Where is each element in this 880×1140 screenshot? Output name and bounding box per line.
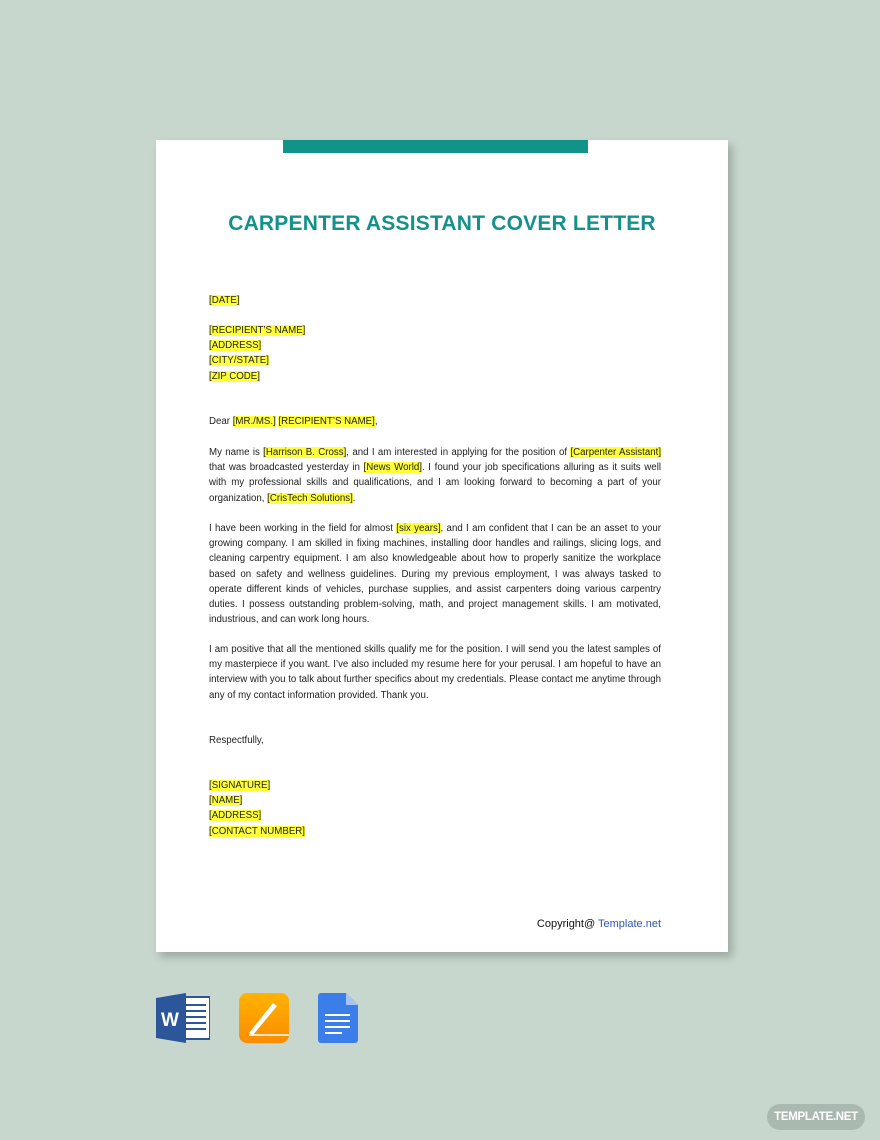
text: . bbox=[352, 492, 356, 504]
date-placeholder: [DATE] bbox=[209, 295, 240, 306]
paragraph-1 bbox=[209, 445, 661, 506]
paragraph-2 bbox=[209, 521, 661, 627]
salutation-name: [RECIPIENT’S NAME] bbox=[278, 416, 375, 427]
closing: Respectfully, bbox=[209, 735, 264, 746]
sender-contact: [CONTACT NUMBER] bbox=[209, 825, 305, 837]
date-field bbox=[209, 293, 661, 308]
text: , and I am confident that I can be an asset to your growing company. I am skilled in fixing machines, installing door handles and railings, slicing logs, and cleaning carpentry equipment. I am also knowledgeable about how to properly sanitize the workplace based on safety and wellness guidelines. During my previous employment, I was always tasked to operate different kinds of vehicles, purchase supplies, and assist carpenters doing various carpentry duties. I possess outstanding problem-solving, math, and project management skills. I am motivated, industrious, and can work long hours. bbox=[209, 523, 661, 626]
paragraph-3: I am positive that all the mentioned skills qualify me for the position. I will send you the latest samples of my masterpiece if you want. I’ve also included my resume here for your perusal. I am hopeful to have an interview with you to talk about further specifics about my credentials. Please contact me anytime through any of my contact information provided. Thank you. bbox=[209, 644, 661, 701]
signature-block bbox=[209, 778, 661, 839]
recipient-zip: [ZIP CODE] bbox=[209, 370, 260, 382]
pages-icon[interactable] bbox=[239, 993, 289, 1048]
salutation-text: Dear bbox=[209, 416, 233, 427]
template-net-badge[interactable]: TEMPLATE.NET bbox=[767, 1104, 865, 1130]
sender-address: [ADDRESS] bbox=[209, 810, 262, 822]
text: . I found your job specifications alluring as it suits well with my professional skills and qualifications, and I am looking forward to becoming a part of your organization, bbox=[209, 462, 661, 504]
recipient-name: [RECIPIENT’S NAME] bbox=[209, 325, 306, 336]
document-title: CARPENTER ASSISTANT COVER LETTER bbox=[228, 212, 656, 235]
accent-bar bbox=[283, 140, 588, 153]
salutation bbox=[209, 414, 661, 429]
company: [CrisTech Solutions] bbox=[267, 492, 353, 504]
text: , and I am interested in applying for the position of bbox=[346, 447, 571, 458]
svg-text:W: W bbox=[161, 1010, 179, 1031]
source: [News World] bbox=[363, 462, 422, 474]
text: that was broadcasted yesterday in bbox=[209, 462, 364, 474]
copyright-link[interactable]: Template.net bbox=[598, 918, 661, 930]
signature: [SIGNATURE] bbox=[209, 780, 271, 791]
applicant-name: [Harrison B. Cross] bbox=[263, 447, 347, 458]
salutation-suffix: , bbox=[374, 416, 378, 427]
position: [Carpenter Assistant] bbox=[570, 447, 662, 458]
copyright-text: Copyright@ bbox=[536, 918, 599, 930]
text: I have been working in the field for almost bbox=[209, 523, 397, 534]
text: My name is bbox=[209, 447, 264, 458]
recipient-block bbox=[209, 323, 661, 384]
recipient-city: [CITY/STATE] bbox=[209, 355, 269, 367]
sender-name: [NAME] bbox=[209, 795, 243, 807]
copyright bbox=[537, 918, 661, 930]
document-page bbox=[156, 140, 728, 952]
google-docs-icon[interactable] bbox=[318, 993, 358, 1048]
salutation-title: [MR./MS.] bbox=[232, 416, 276, 427]
word-icon[interactable] bbox=[156, 993, 210, 1048]
experience-years: [six years] bbox=[396, 523, 441, 534]
recipient-address: [ADDRESS] bbox=[209, 340, 262, 352]
